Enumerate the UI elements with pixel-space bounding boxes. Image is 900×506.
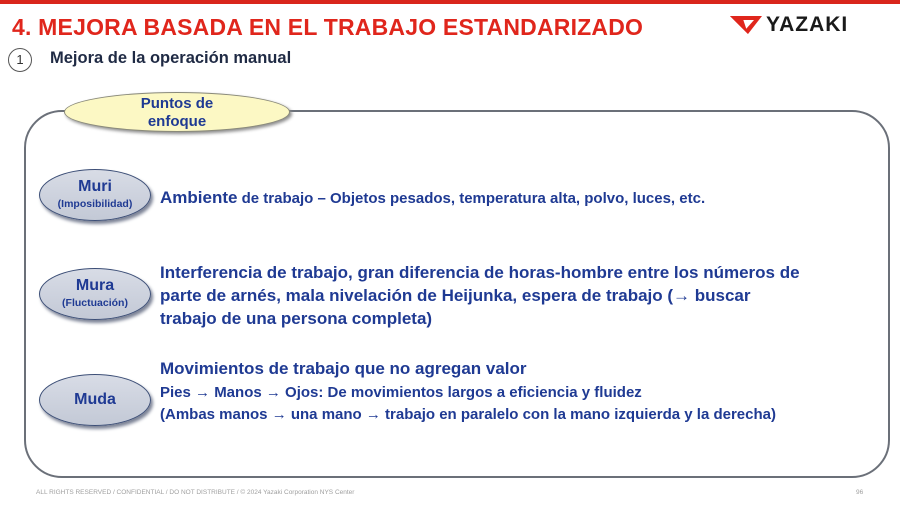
muri-note: (Imposibilidad) — [57, 198, 133, 210]
muda-heading: Movimientos de trabajo que no agregan valor — [160, 359, 527, 378]
logo-text: YAZAKI — [766, 13, 849, 36]
mura-note: (Fluctuación) — [62, 297, 128, 309]
focus-points-label — [64, 92, 290, 132]
mura-oval — [39, 268, 151, 320]
muri-oval — [39, 169, 151, 221]
mura-line-3: trabajo de una persona completa) — [160, 309, 433, 328]
top-accent-bar — [0, 0, 900, 4]
page-title: 4. MEJORA BASADA EN EL TRABAJO ESTANDARIZADO — [12, 14, 644, 40]
yazaki-logo — [728, 12, 888, 38]
mura-label: Mura — [75, 277, 115, 294]
muri-description-rest: de trabajo – Objetos pesados, temperatura alta, polvo, luces, etc. — [237, 190, 706, 207]
muri-description — [160, 188, 705, 208]
mura-description — [160, 261, 800, 330]
focus-label-line-1: Puntos de — [140, 95, 214, 112]
section-subtitle: Mejora de la operación manual — [50, 49, 292, 67]
section-number-badge: 1 — [8, 48, 32, 72]
yazaki-wing-logo-icon — [728, 12, 764, 38]
focus-label-line-2: enfoque — [147, 113, 207, 130]
muri-description-lead: Ambiente — [160, 188, 238, 207]
muda-label: Muda — [74, 391, 116, 408]
mura-line-2: parte de arnés, mala nivelación de Heijunka, espera de trabajo (→ buscar — [160, 286, 751, 305]
muri-label: Muri — [78, 178, 112, 195]
muda-line-3: (Ambas manos → una mano → trabajo en paralelo con la mano izquierda y la derecha) — [160, 406, 776, 423]
page-number: 96 — [856, 489, 864, 496]
mura-line-1: Interferencia de trabajo, gran diferencia de horas-hombre entre los números de — [160, 263, 800, 282]
muda-oval — [39, 374, 151, 426]
footer-text: ALL RIGHTS RESERVED / CONFIDENTIAL / DO NOT DISTRIBUTE / © 2024 Yazaki Corporation NYS Center — [36, 489, 355, 496]
muda-line-2: Pies → Manos → Ojos: De movimientos largos a eficiencia y fluidez — [160, 384, 642, 401]
